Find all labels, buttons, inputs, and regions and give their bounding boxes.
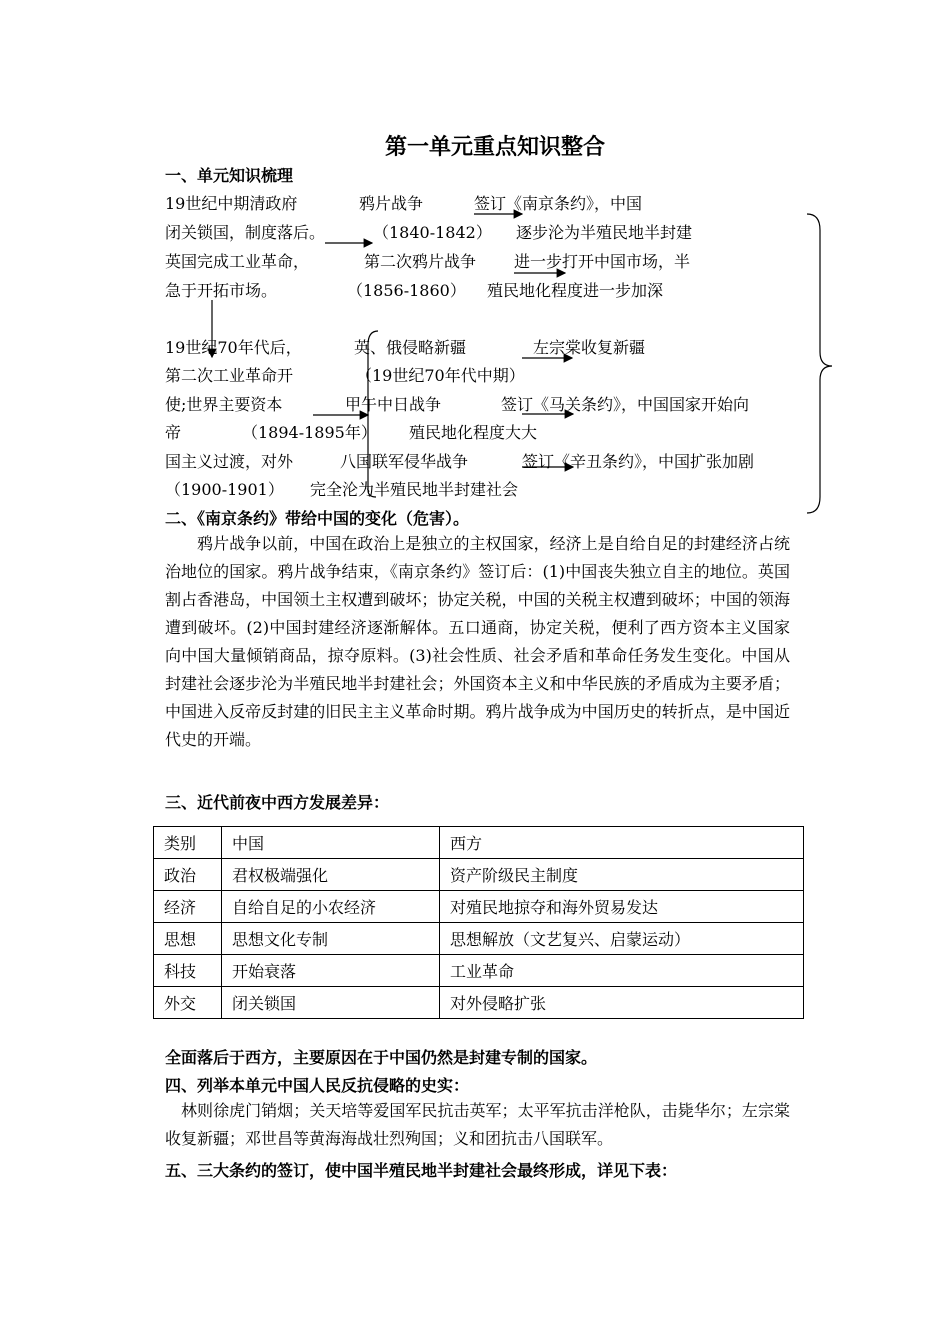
table-cell: 开始衰落: [222, 955, 440, 987]
section2-body: 鸦片战争以前，中国在政治上是独立的主权国家，经济上是自给自足的封建经济占统治地位的国家。鸦片战争结束，《南京条约》签订后：(1)中国丧失独立自主的地位。英国割占香港岛，中国领土主权遭到破坏；协定关税，中国的关税主权遭到破坏；中国的领海遭到破坏。(2)中国封建经济逐渐解体。五口通商，协定关税，便利了西方资本主义国家向中国大量倾销商品，掠夺原料。(3)社会性质、社会矛盾和革命任务发生变化。中国从封建社会逐步沦为半殖民地半封建社会；外国资本主义和中华民族的矛盾成为主要矛盾；中国进入反帝反封建的旧民主主义革命时期。鸦片战争成为中国历史的转折点，是中国近代史的开端。: [165, 534, 790, 749]
flow-cause-2: 闭关锁国，制度落后。: [165, 223, 326, 242]
bracket: [368, 331, 378, 497]
table-cell: 中国: [222, 827, 440, 859]
table-row: [154, 955, 804, 987]
table-row: [154, 923, 804, 955]
war3-years: （1894-1895年）: [242, 423, 377, 442]
war2-name: 第二次鸦片战争: [364, 252, 477, 271]
flow-cause-1: 19世纪中期清政府: [165, 194, 298, 213]
result-3b: 殖民地化程度大大: [409, 423, 538, 442]
flow-cause-5: 19世纪70年代后，: [165, 338, 302, 357]
flow-cause-8: 帝: [165, 423, 182, 442]
table-cell: 西方: [440, 827, 804, 859]
table-cell: 对殖民地掠夺和海外贸易发达: [440, 891, 804, 923]
war1-name: 鸦片战争: [359, 194, 424, 213]
flow-cause-6: 第二次工业革命开: [165, 366, 294, 385]
table-cell: 政治: [154, 859, 222, 891]
flow-cause-7: 使;世界主要资本: [165, 395, 283, 414]
war4-name: 八国联军侵华战争: [340, 452, 469, 471]
result-3a: 签订《马关条约》，中国国家开始向: [501, 395, 750, 414]
flow-cause-3: 英国完成工业革命，: [165, 252, 310, 271]
table-header-row: [154, 827, 804, 859]
war3-name: 甲午中日战争: [345, 395, 442, 414]
flow-cause-9: 国主义过渡，对外: [165, 452, 294, 471]
table-cell: 闭关锁国: [222, 987, 440, 1019]
table-row: [154, 987, 804, 1019]
section4-body: 林则徐虎门销烟；关天培等爱国军民抗击英军；太平军抗击洋枪队，击毙华尔；左宗棠收复新疆；邓世昌等黄海海战壮烈殉国；义和团抗击八国联军。: [165, 1101, 790, 1148]
xinjiang-years: （19世纪70年代中期）: [356, 366, 525, 385]
table-cell: 思想文化专制: [222, 923, 440, 955]
table-cell: 类别: [154, 827, 222, 859]
result-1a: 签订《南京条约》，中国: [474, 194, 643, 213]
result-2a: 进一步打开中国市场，半: [514, 252, 691, 271]
xinjiang-recovery: 左宗棠收复新疆: [533, 338, 646, 357]
section5-heading: 五、三大条约的签订，使中国半殖民地半封建社会最终形成，详见下表：: [165, 1161, 678, 1180]
right-brace: [807, 214, 832, 513]
table-cell: 资产阶级民主制度: [440, 859, 804, 891]
war2-years: （1856-1860）: [347, 281, 466, 300]
table-cell: 思想解放（文艺复兴、启蒙运动）: [440, 923, 804, 955]
xinjiang-invasion: 英、俄侵略新疆: [354, 338, 467, 357]
result-4a: 签订《辛丑条约》，中国扩张加剧: [522, 452, 755, 471]
section4-heading: 四、列举本单元中国人民反抗侵略的史实：: [165, 1076, 470, 1095]
section2-heading: 二、《南京条约》带给中国的变化（危害）。: [165, 509, 470, 528]
result-1b: 逐步沦为半殖民地半封建: [516, 223, 693, 242]
table-cell: 自给自足的小农经济: [222, 891, 440, 923]
table-row: [154, 891, 804, 923]
table-cell: 思想: [154, 923, 222, 955]
table-cell: 外交: [154, 987, 222, 1019]
section1-heading: 一、单元知识梳理: [165, 166, 294, 185]
section3-conclusion: 全面落后于西方，主要原因在于中国仍然是封建专制的国家。: [165, 1048, 598, 1067]
table-row: [154, 859, 804, 891]
comparison-table: [153, 826, 804, 1019]
result-4b: 完全沦为半殖民地半封建社会: [310, 480, 519, 499]
section3-heading: 三、近代前夜中西方发展差异：: [165, 793, 390, 812]
war1-years: （1840-1842）: [373, 223, 492, 242]
page-title: 第一单元重点知识整合: [384, 134, 605, 160]
table-cell: 科技: [154, 955, 222, 987]
result-2b: 殖民地化程度进一步加深: [487, 281, 664, 300]
table-cell: 工业革命: [440, 955, 804, 987]
table-cell: 经济: [154, 891, 222, 923]
flow-cause-4: 急于开拓市场。: [165, 281, 278, 300]
table-cell: 对外侵略扩张: [440, 987, 804, 1019]
table-cell: 君权极端强化: [222, 859, 440, 891]
flow-cause-10: （1900-1901）: [165, 480, 284, 499]
